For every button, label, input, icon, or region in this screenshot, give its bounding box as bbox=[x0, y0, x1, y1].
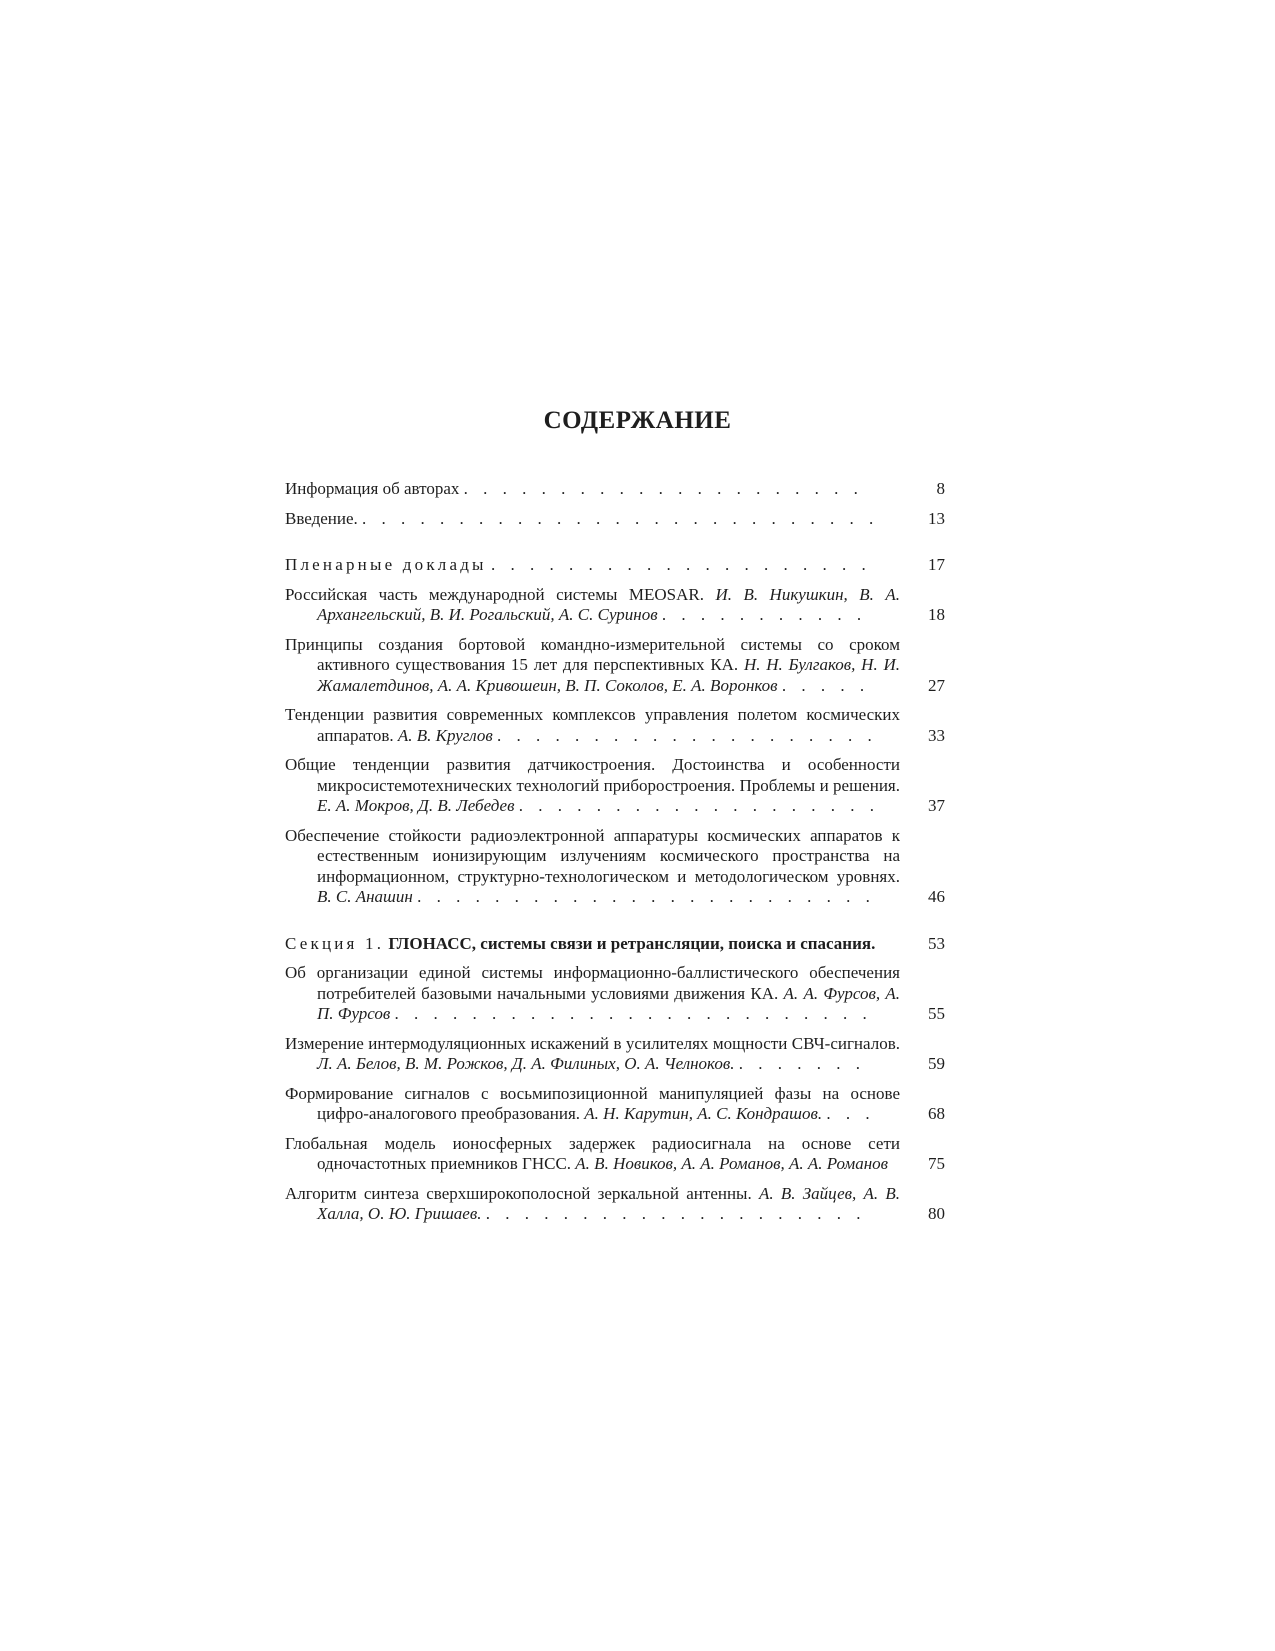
dot-leader: . . . . . . . bbox=[738, 1054, 866, 1073]
dot-leader: . . . . . . . . . . . . . . . . . . . . . . . . . bbox=[394, 1004, 873, 1023]
toc-entry bbox=[285, 1184, 945, 1225]
entry-title: Тенденции развития современных комплексов управления полетом космических аппаратов. bbox=[285, 705, 900, 745]
dot-leader: . . . . . . . . . . . . . . . . . . . . bbox=[496, 725, 878, 745]
entry-title: Общие тенденции развития датчикостроения. Достоинства и особенности микросистемотехнических технологий приборостроения. Проблемы и решения. bbox=[285, 755, 900, 795]
dot-leader: . . . . . . . . . . . . . . . . . . . . . bbox=[463, 479, 864, 498]
entry-authors: И. В. Никушкин, В. А. Архангельский, В. И. Рогальский, А. С. Суринов bbox=[317, 584, 900, 624]
entry-title: Глобальная модель ионосферных задержек радиосигнала на основе сети одночастотных приемников ГНСС. bbox=[285, 1133, 900, 1173]
dot-leader: . . . bbox=[826, 1104, 876, 1123]
toc-entry bbox=[285, 1134, 945, 1175]
toc-entry-text bbox=[285, 1184, 900, 1225]
page-number: 8 bbox=[936, 479, 945, 498]
toc-section-heading bbox=[285, 555, 945, 576]
entry-title: Формирование сигналов с восьмипозиционной манипуляцией фазы на основе цифро-аналогового преобразования. bbox=[285, 1083, 900, 1123]
entry-authors: А. Н. Карутин, А. С. Кондрашов. bbox=[584, 1104, 823, 1123]
toc-entry bbox=[285, 479, 945, 500]
page-number: 27 bbox=[928, 675, 945, 695]
entry-title: Принципы создания бортовой командно-измерительной системы со сроком активного существования 15 лет для перспективных КА. bbox=[285, 634, 900, 674]
toc-entry-text bbox=[285, 1084, 900, 1125]
toc-entry-text bbox=[285, 509, 900, 530]
entry-title: Об организации единой системы информационно-баллистического обеспечения потребителей базовыми начальными условиями движения КА. bbox=[285, 963, 900, 1003]
toc-section-heading bbox=[285, 934, 945, 955]
entry-authors: А. А. Фурсов, А. П. Фурсов bbox=[317, 983, 900, 1023]
entry-title: Обеспечение стойкости радиоэлектронной аппаратуры космических аппаратов к естественным ионизирующим излучениям космического пространства на информационном, структурно-технологическом и методологическом уровнях. bbox=[285, 825, 900, 886]
page-number: 68 bbox=[928, 1104, 945, 1123]
entry-authors: Н. Н. Булгаков, Н. И. Жамалетдинов, А. А. Кривошеин, В. П. Соколов, Е. А. Воронков bbox=[317, 655, 900, 695]
entry-title: Введение. bbox=[285, 508, 358, 528]
entry-authors: Л. А. Белов, В. М. Рожков, Д. А. Филиных, О. А. Челноков. bbox=[317, 1054, 735, 1073]
section-title: Пленарные доклады bbox=[285, 555, 487, 574]
dot-leader: . . . . . . . . . . . . . . . . . . . . bbox=[485, 1204, 866, 1223]
toc-entry-text bbox=[285, 705, 900, 746]
entry-authors: А. В. Новиков, А. А. Романов, А. А. Романов bbox=[575, 1154, 889, 1173]
toc-entry-text bbox=[285, 635, 900, 697]
toc-entry bbox=[285, 1034, 945, 1075]
toc-entry-text bbox=[285, 555, 900, 576]
table-of-contents bbox=[285, 479, 945, 1234]
page-number: 80 bbox=[928, 1204, 945, 1223]
toc-entry bbox=[285, 755, 945, 817]
toc-entry bbox=[285, 509, 945, 530]
page-number: 13 bbox=[928, 508, 945, 528]
entry-authors: А. В. Круглов bbox=[397, 725, 493, 745]
page-number: 59 bbox=[928, 1054, 945, 1073]
page-number: 75 bbox=[928, 1154, 945, 1173]
toc-entry-text bbox=[285, 755, 900, 817]
section-title: ГЛОНАСС, системы связи и ретрансляции, поиска и спасания. bbox=[388, 933, 876, 953]
page-number: 55 bbox=[928, 1004, 945, 1023]
toc-entry-text bbox=[285, 585, 900, 626]
toc-entry-text bbox=[285, 1134, 900, 1175]
page-title: СОДЕРЖАНИЕ bbox=[543, 407, 732, 434]
page-number: 33 bbox=[928, 725, 945, 745]
toc-entry-text bbox=[285, 963, 900, 1025]
toc-entry bbox=[285, 826, 945, 908]
page-number: 17 bbox=[928, 555, 945, 574]
page-number: 53 bbox=[928, 933, 945, 953]
page-number: 46 bbox=[928, 887, 945, 906]
entry-title: Российская часть международной системы MEOSAR. bbox=[285, 584, 704, 604]
toc-entry-text bbox=[285, 1034, 900, 1075]
toc-entry bbox=[285, 1084, 945, 1125]
dot-leader: . . . . . . . . . . . . . . . . . . . . . . . . . . . bbox=[362, 508, 879, 528]
page-number: 37 bbox=[928, 796, 945, 815]
toc-entry-text bbox=[285, 479, 900, 500]
dot-leader: . . . . . . . . . . . . . . . . . . . . . . . . bbox=[417, 887, 876, 906]
dot-leader: . . . . . . . . . . . . . . . . . . . . bbox=[490, 555, 872, 574]
page-number: 18 bbox=[928, 605, 945, 624]
dot-leader: . . . . . . . . . . . bbox=[661, 605, 867, 624]
entry-authors: Е. А. Мокров, Д. В. Лебедев bbox=[317, 796, 515, 815]
toc-entry bbox=[285, 585, 945, 626]
section-prefix: Секция 1. bbox=[285, 933, 385, 953]
toc-entry bbox=[285, 963, 945, 1025]
dot-leader: . . . . . bbox=[781, 675, 870, 695]
entry-authors: В. С. Анашин bbox=[317, 887, 413, 906]
entry-authors: А. В. Зайцев, А. В. Халла, О. Ю. Гришаев. bbox=[317, 1183, 900, 1223]
entry-title: Информация об авторах bbox=[285, 479, 460, 498]
toc-entry bbox=[285, 635, 945, 697]
toc-entry-text bbox=[285, 934, 900, 955]
entry-title: Измерение интермодуляционных искажений в усилителях мощности СВЧ-сигналов. bbox=[285, 1033, 900, 1053]
toc-entry bbox=[285, 705, 945, 746]
dot-leader: . . . . . . . . . . . . . . . . . . . bbox=[518, 796, 880, 815]
toc-entry-text bbox=[285, 826, 900, 908]
entry-title: Алгоритм синтеза сверхширокополосной зеркальной антенны. bbox=[285, 1183, 752, 1203]
